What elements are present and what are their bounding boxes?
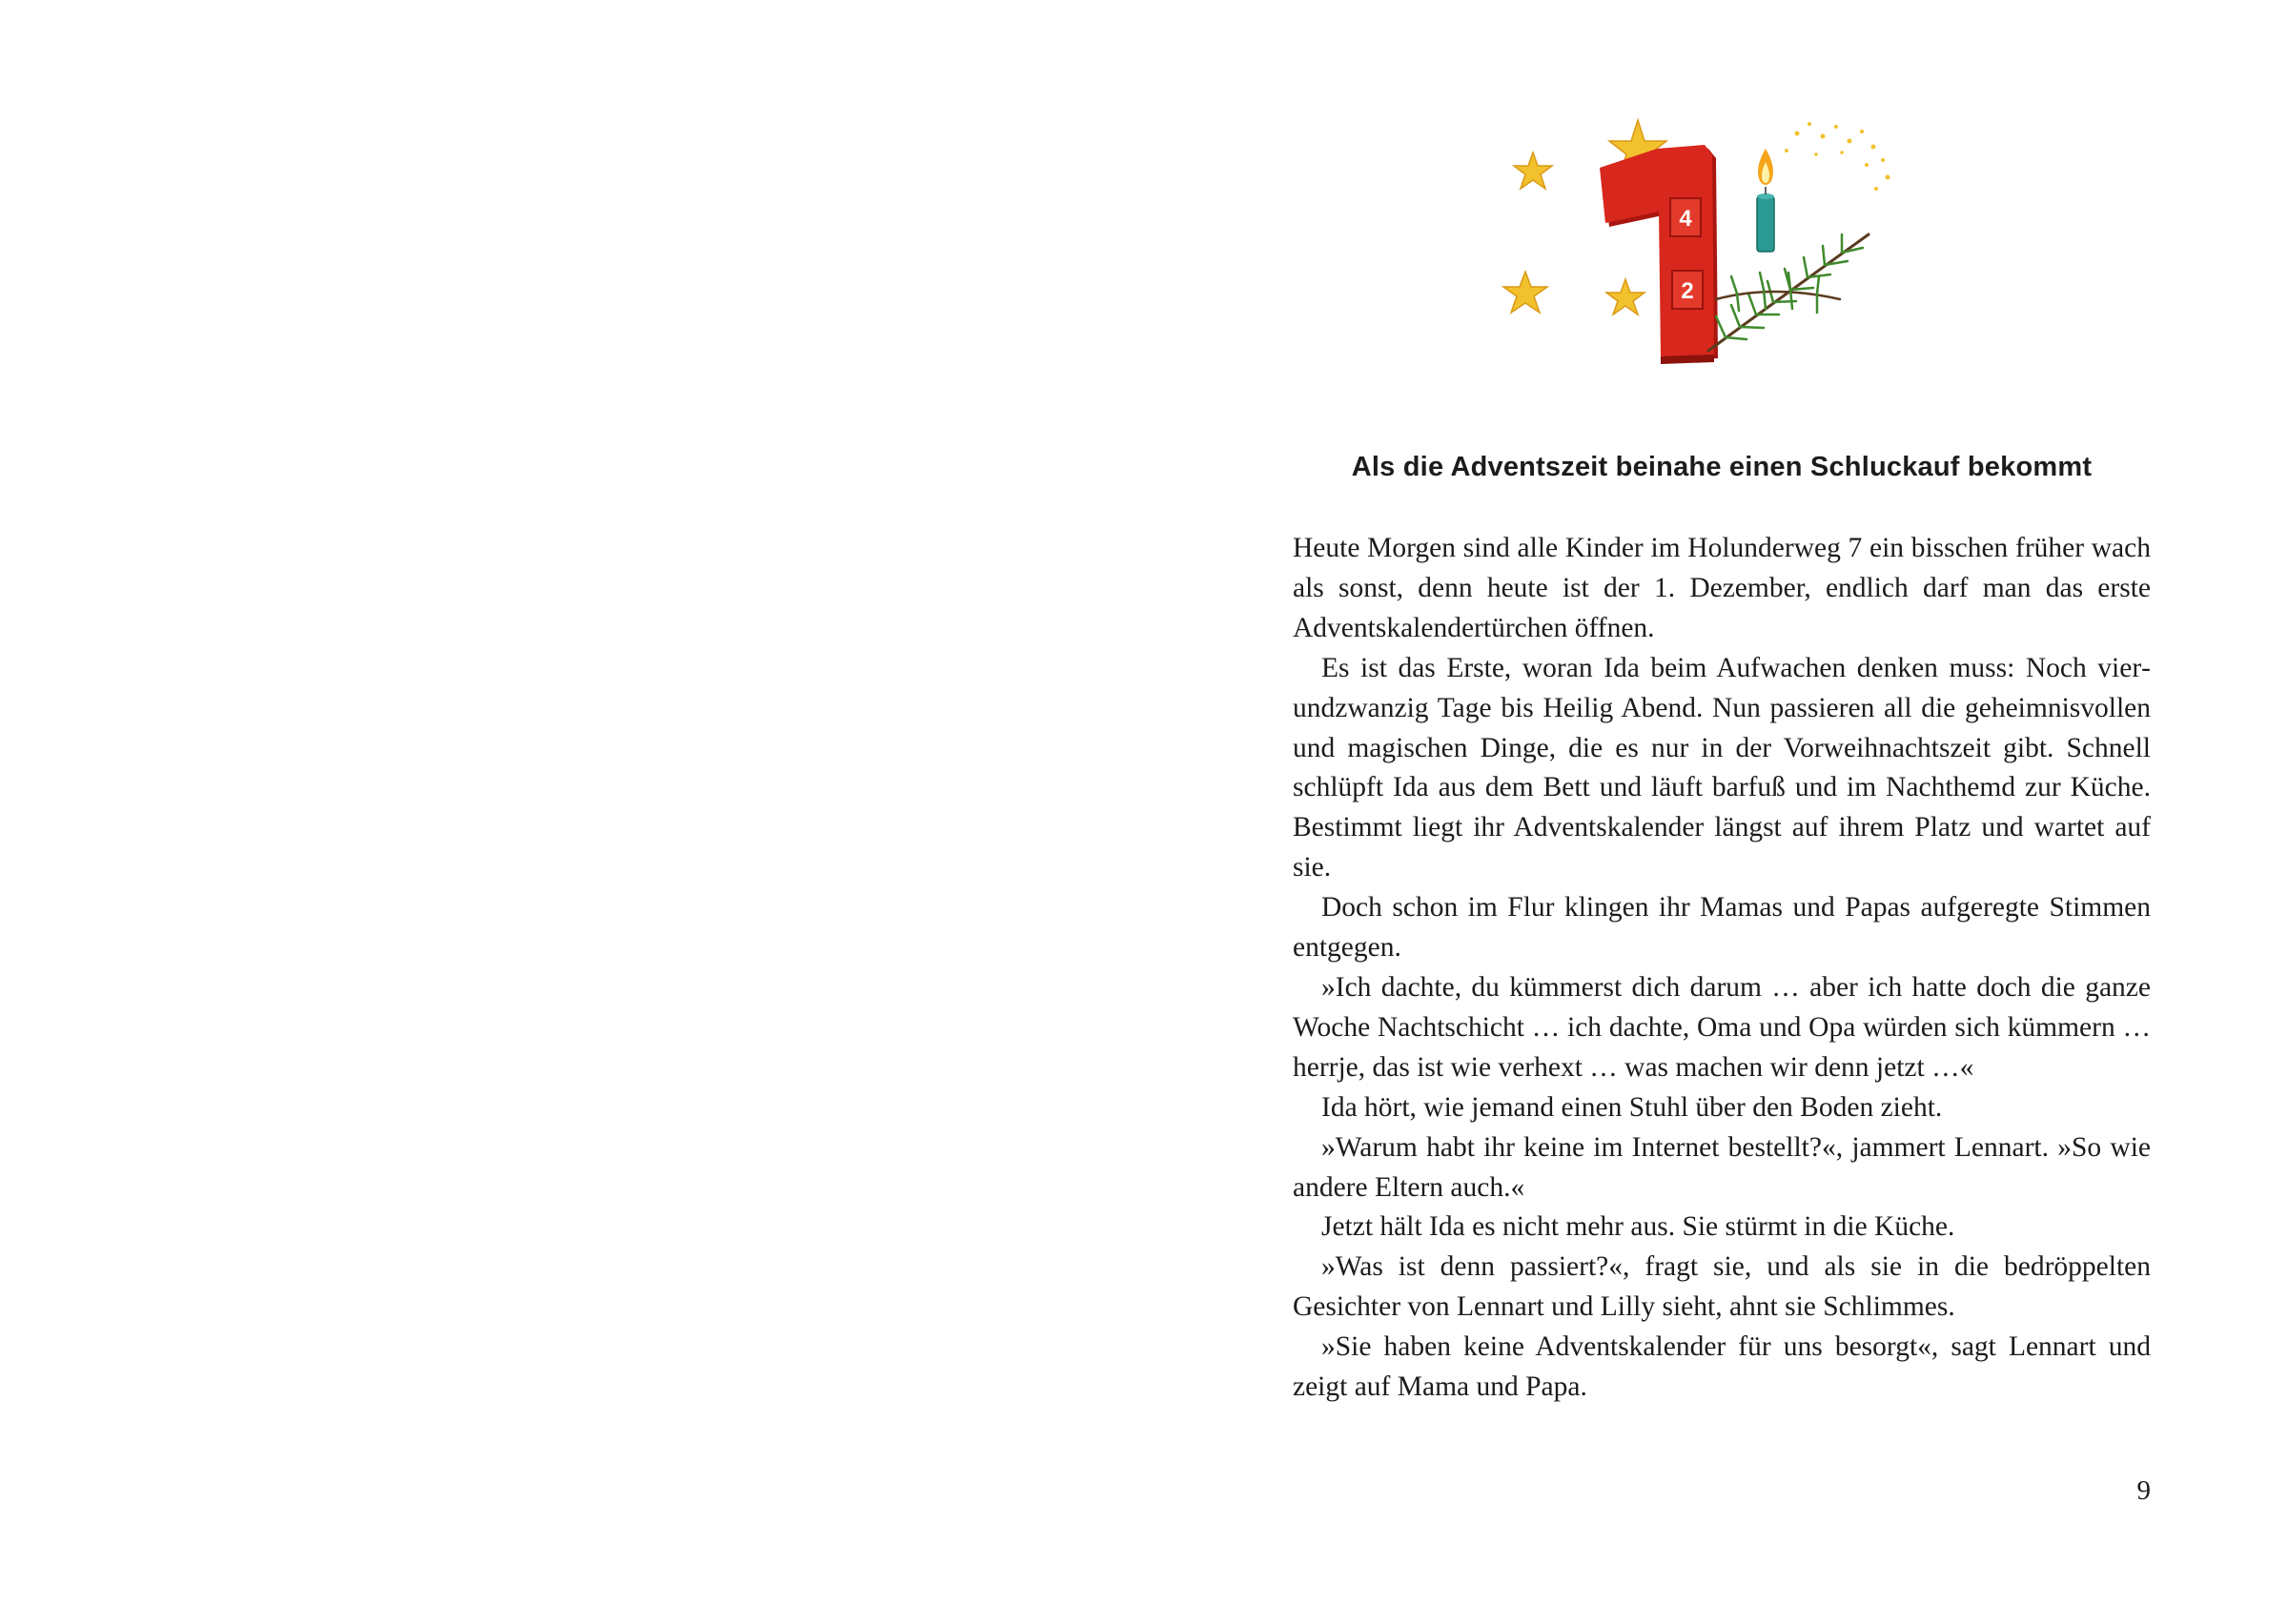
paragraph: Es ist das Erste, woran Ida beim Aufwachen denken muss: Noch vierundzwanzig Tage bis Heilig Abend. Nun passieren all die geheimnisvollen und magischen Dinge, die es nur in der Vorweihnachtszeit gibt. Schnell schlüpft Ida aus dem Bett und läuft barfuß und im Nachthemd zur Küche. Bestimmt liegt ihr Adventskalender längst auf ihrem Platz und wartet auf sie.: [1293, 652, 2151, 883]
svg-text:2: 2: [1681, 278, 1694, 304]
svg-text:4: 4: [1679, 206, 1692, 232]
advent-door-bottom: [1672, 271, 1703, 309]
sparkles-icon: [1785, 122, 1890, 191]
paragraph: »Ich dachte, du kümmerst dich darum … aber ich hatte doch die ganze Woche Nachtschicht … ich dachte, Oma und Opa würden sich kümmern … herrje, das ist wie verhext … was machen wir denn jetzt …«: [1293, 971, 2151, 1083]
chapter-body: [1293, 529, 2151, 1408]
paragraph: »Warum habt ihr keine im Internet bestellt?«, jammert Lennart. »So wie andere Eltern auch.«: [1293, 1131, 2151, 1203]
number-one-shape: [1600, 145, 1718, 364]
star-icon: [1503, 272, 1547, 313]
page-number: 9: [2136, 1475, 2151, 1506]
candle-icon: [1757, 187, 1774, 252]
fir-branch-icon: [1708, 234, 1869, 351]
star-icon: [1514, 152, 1552, 189]
paragraph: Ida hört, wie jemand einen Stuhl über den Boden zieht.: [1321, 1091, 1943, 1123]
paragraph: Doch schon im Flur klingen ihr Mamas und Papas aufgeregte Stimmen entgegen.: [1293, 892, 2151, 964]
chapter-number-illustration: [1487, 112, 1935, 375]
paragraph: Jetzt hält Ida es nicht mehr aus. Sie stürmt in die Küche.: [1321, 1211, 1955, 1243]
flame-icon: [1758, 149, 1773, 185]
paragraph: Heute Morgen sind alle Kinder im Holunderweg 7 ein bisschen früher wach als sonst, denn heute ist der 1. Dezember, endlich darf man das erste Adventskalendertürchen öffnen.: [1293, 533, 2151, 643]
advent-door-top: [1670, 198, 1701, 236]
star-icon: [1606, 279, 1644, 315]
chapter-title: Als die Adventszeit beinahe einen Schluckauf bekommt: [1351, 452, 2093, 482]
paragraph: »Sie haben keine Adventskalender für uns besorgt«, sagt Lennart und zeigt auf Mama und Papa.: [1293, 1331, 2151, 1403]
paragraph: »Was ist denn passiert?«, fragt sie, und als sie in die bedröppelten Gesichter von Lennart und Lilly sieht, ahnt sie Schlimmes.: [1293, 1251, 2151, 1323]
